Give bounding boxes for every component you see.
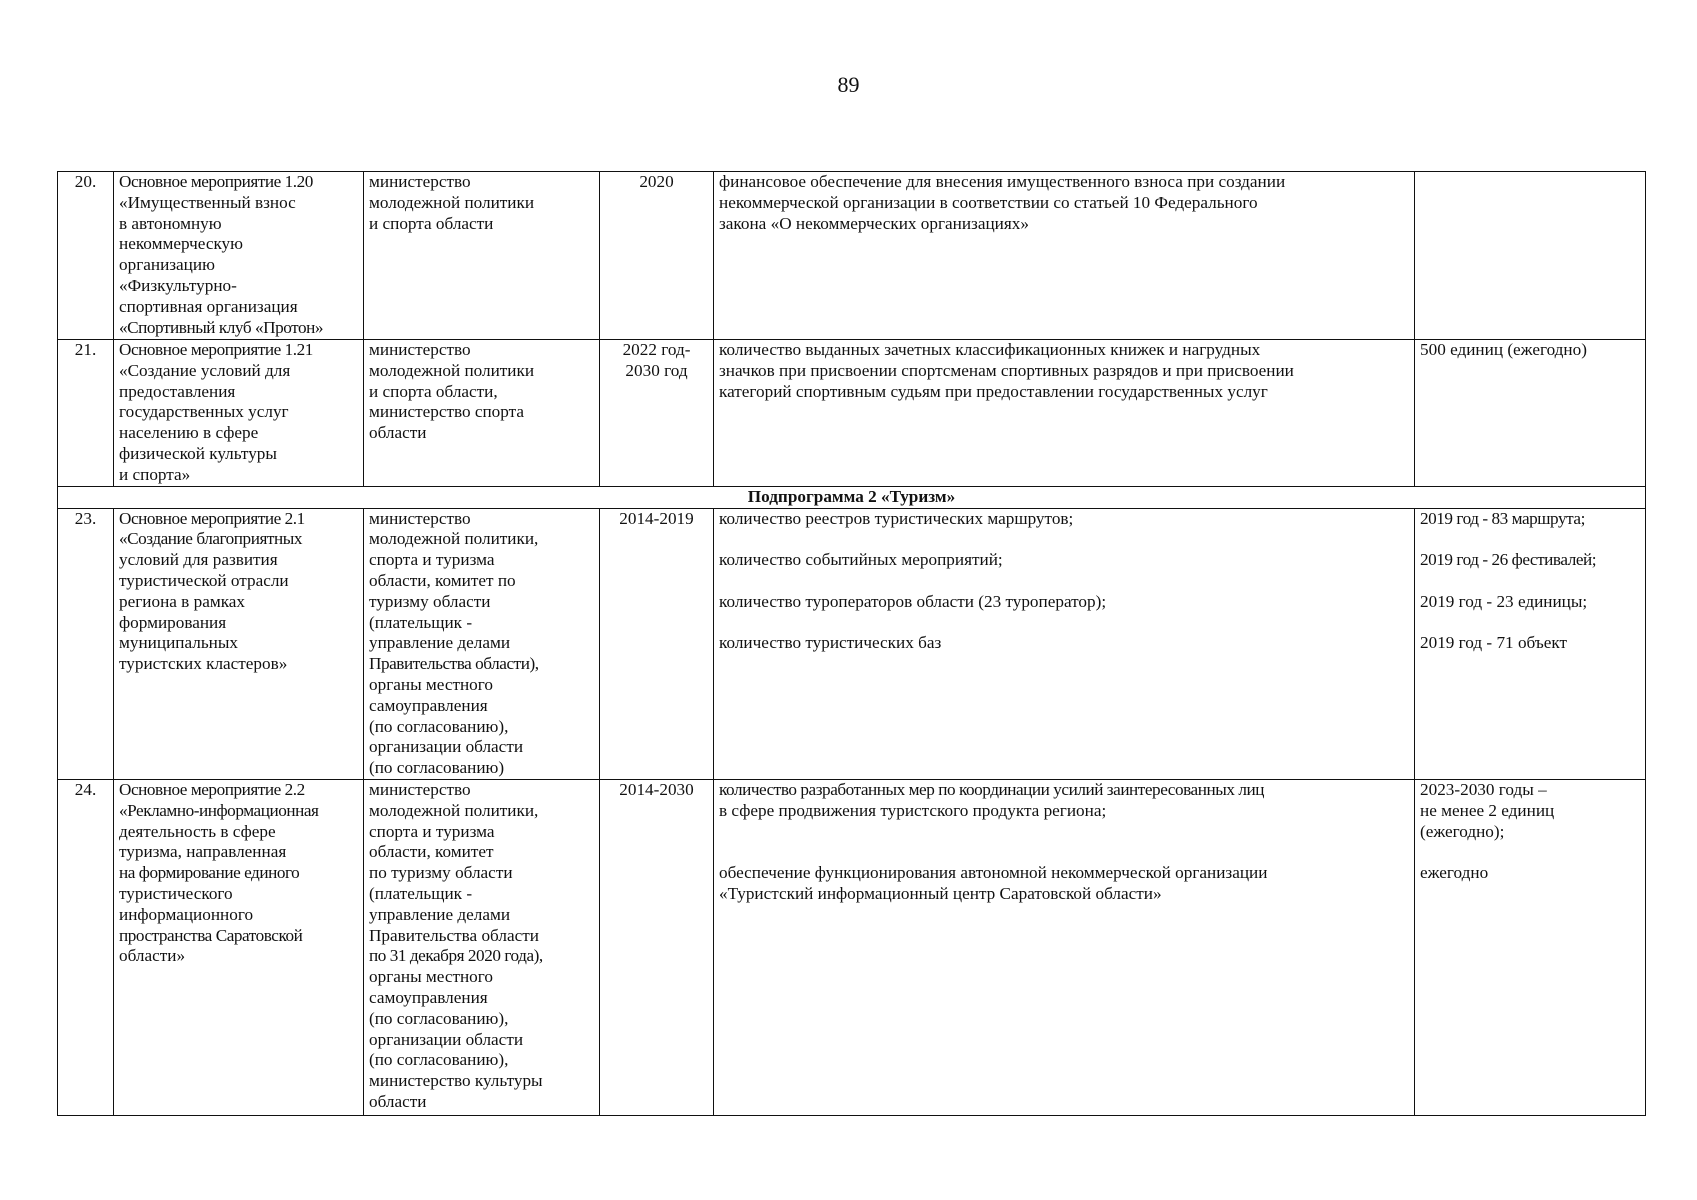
- executor-cell: [364, 779, 600, 1115]
- measure-line: деятельность в сфере: [119, 821, 276, 841]
- line-gap: [1420, 529, 1640, 550]
- executor-line: области: [369, 423, 427, 443]
- executor-line: органы местного: [369, 674, 493, 694]
- measure-line: Основное мероприятие 2.2: [119, 779, 305, 799]
- executor-line: по туризму области: [369, 863, 513, 883]
- executor-line: молодежной политики,: [369, 800, 539, 820]
- indicator-line: закона «О некоммерческих организациях»: [719, 213, 1029, 233]
- executor-line: спорта и туризма: [369, 821, 495, 841]
- value-line: 2023-2030 годы –: [1420, 779, 1547, 799]
- measure-cell: [114, 340, 364, 487]
- measure-line: области»: [119, 946, 186, 966]
- measure-line: некоммерческую: [119, 234, 243, 254]
- line-gap: [1420, 842, 1640, 863]
- indicator-line: обеспечение функционирования автономной некоммерческой организации: [719, 863, 1268, 883]
- indicator-line: количество туристических баз: [719, 633, 942, 653]
- table-row: [58, 340, 1646, 487]
- executor-line: спорта и туризма: [369, 550, 495, 570]
- executor-line: управление делами: [369, 633, 511, 653]
- measure-line: «Создание благоприятных: [119, 529, 302, 549]
- measure-line: Основное мероприятие 1.21: [119, 340, 313, 359]
- period-line: 2022 год-: [622, 340, 691, 359]
- period-line: 2030 год: [625, 360, 688, 380]
- executor-line: министерство: [369, 340, 471, 359]
- executor-line: (по согласованию),: [369, 1008, 509, 1028]
- line-gap: [1420, 571, 1640, 592]
- line-gap: [719, 822, 1409, 843]
- executor-line: министерство спорта: [369, 402, 524, 422]
- executor-line: министерство культуры: [369, 1071, 543, 1091]
- measure-line: туристической отрасли: [119, 570, 289, 590]
- table-row: [58, 172, 1646, 340]
- program-table: [57, 171, 1646, 1116]
- executor-line: (плательщик -: [369, 612, 473, 632]
- measure-cell: [114, 172, 364, 340]
- executor-line: (плательщик -: [369, 883, 473, 903]
- measure-line: «Физкультурно-: [119, 275, 237, 295]
- indicator-line: значков при присвоении спортсменам спортивных разрядов и при присвоении: [719, 360, 1294, 380]
- executor-line: министерство: [369, 779, 471, 799]
- executor-line: области, комитет по: [369, 570, 516, 590]
- measure-line: региона в рамках: [119, 591, 246, 611]
- executor-line: и спорта области: [369, 213, 494, 233]
- indicator-line: количество туроператоров области (23 туроператор);: [719, 591, 1107, 611]
- measure-line: туризма, направленная: [119, 842, 287, 862]
- indicator-line: количество реестров туристических маршрутов;: [719, 508, 1074, 528]
- executor-line: самоуправления: [369, 987, 488, 1007]
- indicator-cell: [714, 508, 1415, 779]
- executor-cell: [364, 508, 600, 779]
- value-line: 2019 год - 23 единицы;: [1420, 591, 1588, 611]
- period-cell: [600, 508, 714, 779]
- row-number: 24.: [58, 779, 114, 1115]
- indicator-line: финансовое обеспечение для внесения имущественного взноса при создании: [719, 172, 1286, 191]
- executor-line: (по согласованию): [369, 758, 505, 778]
- measure-cell: [114, 508, 364, 779]
- page-number: 89: [837, 72, 860, 97]
- table-row: [58, 779, 1646, 1115]
- period-line: 2014-2030: [619, 779, 694, 799]
- executor-line: молодежной политики: [369, 192, 535, 212]
- measure-line: «Рекламно-информационная: [119, 800, 319, 820]
- period-line: 2020: [639, 172, 674, 191]
- executor-line: управление делами: [369, 904, 511, 924]
- period-line: 2014-2019: [619, 508, 694, 528]
- value-line: ежегодно: [1420, 863, 1489, 883]
- measure-line: условий для развития: [119, 550, 278, 570]
- measure-line: государственных услуг: [119, 402, 289, 422]
- measure-line: «Спортивный клуб «Протон»: [119, 317, 324, 337]
- value-line: 2019 год - 71 объект: [1420, 633, 1567, 653]
- measure-line: на формирование единого: [119, 863, 300, 883]
- indicator-line: количество событийных мероприятий;: [719, 550, 1003, 570]
- line-gap: [719, 529, 1409, 550]
- line-gap: [719, 613, 1409, 634]
- measure-line: формирования: [119, 612, 227, 632]
- executor-line: области, комитет: [369, 842, 494, 862]
- indicator-line: «Туристский информационный центр Саратовской области»: [719, 883, 1162, 903]
- executor-line: Правительства области: [369, 925, 539, 945]
- measure-line: физической культуры: [119, 443, 277, 463]
- indicator-line: в сфере продвижения туристского продукта региона;: [719, 800, 1107, 820]
- measure-line: туристских кластеров»: [119, 654, 288, 674]
- indicator-line: количество разработанных мер по координации усилий заинтересованных лиц: [719, 779, 1264, 799]
- measure-line: в автономную: [119, 213, 222, 233]
- indicator-line: количество выданных зачетных классификационных книжек и нагрудных: [719, 340, 1261, 359]
- measure-line: «Создание условий для: [119, 360, 291, 380]
- value-cell: [1415, 508, 1646, 779]
- indicator-line: категорий спортивным судьям при предоставлении государственных услуг: [719, 381, 1268, 401]
- value-cell: [1415, 172, 1646, 340]
- measure-line: организацию: [119, 255, 215, 275]
- value-cell: [1415, 340, 1646, 487]
- value-cell: [1415, 779, 1646, 1115]
- row-number: 21.: [58, 340, 114, 487]
- value-line: 500 единиц (ежегодно): [1420, 340, 1587, 359]
- measure-line: муниципальных: [119, 633, 238, 653]
- executor-line: министерство: [369, 172, 471, 191]
- measure-line: и спорта»: [119, 464, 191, 484]
- measure-line: информационного: [119, 904, 254, 924]
- value-line: 2019 год - 26 фестивалей;: [1420, 550, 1597, 570]
- executor-line: (по согласованию),: [369, 716, 509, 736]
- line-gap: [719, 842, 1409, 863]
- section-title: Подпрограмма 2 «Туризм»: [58, 486, 1646, 508]
- section-row: [58, 486, 1646, 508]
- period-cell: [600, 172, 714, 340]
- measure-line: Основное мероприятие 1.20: [119, 172, 313, 191]
- executor-line: самоуправления: [369, 695, 488, 715]
- executor-line: министерство: [369, 508, 471, 528]
- executor-line: (по согласованию),: [369, 1050, 509, 1070]
- period-cell: [600, 340, 714, 487]
- row-number: 23.: [58, 508, 114, 779]
- indicator-cell: [714, 172, 1415, 340]
- indicator-cell: [714, 779, 1415, 1115]
- executor-line: молодежной политики: [369, 360, 535, 380]
- executor-line: органы местного: [369, 967, 493, 987]
- executor-line: и спорта области,: [369, 381, 498, 401]
- line-gap: [719, 571, 1409, 592]
- executor-line: Правительства области),: [369, 654, 539, 674]
- measure-line: «Имущественный взнос: [119, 192, 296, 212]
- indicator-cell: [714, 340, 1415, 487]
- measure-line: спортивная организация: [119, 296, 298, 316]
- executor-line: организации области: [369, 1029, 524, 1049]
- measure-line: Основное мероприятие 2.1: [119, 508, 305, 528]
- executor-line: туризму области: [369, 591, 491, 611]
- value-line: 2019 год - 83 маршрута;: [1420, 508, 1585, 528]
- value-line: (ежегодно);: [1420, 821, 1505, 841]
- row-number: 20.: [58, 172, 114, 340]
- measure-cell: [114, 779, 364, 1115]
- line-gap: [1420, 613, 1640, 634]
- executor-line: области: [369, 1091, 427, 1111]
- measure-line: туристического: [119, 883, 233, 903]
- table-row: [58, 508, 1646, 779]
- measure-line: предоставления: [119, 381, 236, 401]
- executor-line: организации области: [369, 737, 524, 757]
- executor-cell: [364, 172, 600, 340]
- measure-line: пространства Саратовской: [119, 925, 303, 945]
- executor-cell: [364, 340, 600, 487]
- period-cell: [600, 779, 714, 1115]
- measure-line: населению в сфере: [119, 423, 259, 443]
- executor-line: по 31 декабря 2020 года),: [369, 946, 543, 966]
- value-line: не менее 2 единиц: [1420, 800, 1555, 820]
- executor-line: молодежной политики,: [369, 529, 539, 549]
- indicator-line: некоммерческой организации в соответствии со статьей 10 Федерального: [719, 192, 1258, 212]
